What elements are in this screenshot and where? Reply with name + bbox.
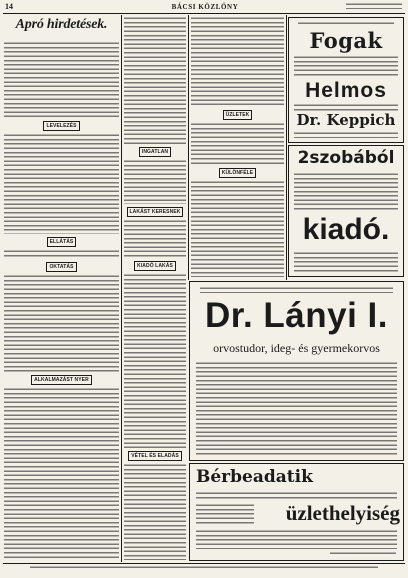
fine-print-text	[124, 274, 186, 448]
section-header	[4, 237, 119, 247]
ad-heading-lease: Bérbeadatik	[196, 467, 313, 487]
ad-heading-shop-premises: üzlethelyiség	[285, 501, 400, 525]
section-header-label: INGATLAN	[139, 147, 171, 157]
fine-print-text	[4, 275, 119, 372]
fine-print-text	[294, 173, 398, 212]
fine-print-text	[294, 104, 398, 111]
ad-heading-for-rent: kiadó.	[302, 213, 390, 246]
ad-heading-helmos: Helmos	[305, 79, 387, 102]
fine-print-text	[124, 220, 186, 258]
ad-heading-rooms: 2szobából	[297, 148, 395, 168]
section-header-label: OKTATÁS	[46, 262, 76, 272]
fine-print-text	[191, 181, 284, 277]
classifieds-title: Apró hirdetések.	[15, 17, 108, 32]
fine-print-text	[4, 42, 119, 118]
section-header	[4, 121, 119, 131]
header-date-text	[346, 3, 402, 9]
column-rule	[286, 15, 287, 280]
section-header	[124, 147, 186, 157]
fine-print-text	[124, 17, 186, 144]
fine-print-text	[191, 123, 284, 165]
section-header	[4, 375, 119, 385]
fine-print-text	[4, 134, 119, 234]
section-header	[124, 451, 186, 461]
footer-imprint-text	[30, 566, 378, 571]
section-header-label: VÉTEL ÉS ELADÁS	[128, 451, 182, 461]
section-header-label: KIADÓ LAKÁS	[134, 261, 176, 271]
section-header-label: ELLÁTÁS	[47, 237, 77, 247]
fine-print-text	[294, 56, 398, 78]
fine-print-text	[196, 504, 254, 526]
section-header-label: KÜLÖNFÉLE	[219, 168, 256, 178]
fine-print-text	[294, 132, 398, 138]
section-header-label: ALKALMAZÁST NYER	[31, 375, 92, 385]
section-header-label: LEVELEZÉS	[43, 121, 79, 131]
section-header	[124, 261, 186, 271]
page-number: 14	[5, 2, 13, 11]
fine-print-text	[4, 388, 119, 560]
column-rule	[121, 15, 122, 562]
section-header	[124, 207, 186, 217]
fine-print-text	[196, 530, 397, 549]
ad-heading-doctor-name: Dr. Lányi I.	[205, 296, 388, 335]
newspaper-title: BÁCSI KÖZLÖNY	[171, 3, 239, 11]
ad-doctor-title: orvostudor, ideg- és gyermekorvos	[213, 341, 380, 355]
fine-print-text	[298, 22, 394, 27]
fine-print-text	[196, 492, 397, 500]
fine-print-text	[196, 362, 397, 455]
section-header-label: ÜZLETEK	[223, 110, 253, 120]
footer-rule	[3, 563, 405, 564]
section-header	[191, 168, 284, 178]
section-header	[191, 110, 284, 120]
section-header-label: LAKÁST KERESNEK	[127, 207, 184, 217]
fine-print-text	[4, 250, 119, 259]
fine-print-text	[200, 287, 393, 293]
fine-print-text	[124, 160, 186, 204]
section-header	[4, 262, 119, 272]
column-rule	[188, 15, 189, 280]
ad-heading-keppich: Dr. Keppich	[296, 111, 396, 129]
fine-print-text	[294, 252, 398, 272]
fine-print-text	[124, 464, 186, 560]
fine-print-text	[191, 17, 284, 107]
ad-heading-fogak: Fogak	[309, 28, 383, 53]
fine-print-text	[330, 552, 396, 557]
header-rule	[3, 13, 405, 14]
